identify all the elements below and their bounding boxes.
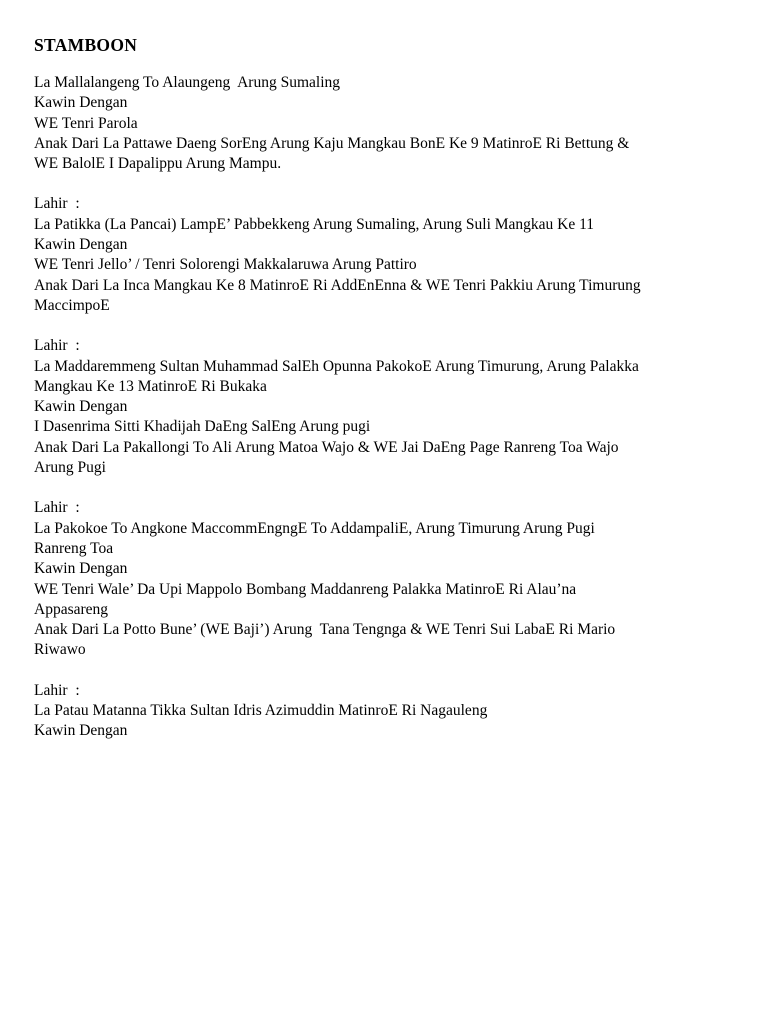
- text-line: Lahir :: [34, 195, 80, 213]
- text-line: Kawin Dengan: [34, 94, 128, 112]
- genealogy-section: [34, 73, 734, 174]
- text-line: La Patikka (La Pancai) LampE’ Pabbekkeng Arung Sumaling, Arung Suli Mangkau Ke 11: [34, 215, 595, 233]
- genealogy-section: [34, 681, 734, 742]
- text-line: I Dasenrima Sitti Khadijah DaEng SalEng Arung pugi: [34, 418, 371, 436]
- text-line: Arung Pugi: [34, 459, 106, 477]
- text-line: Lahir :: [34, 499, 80, 517]
- document-page: [34, 34, 734, 762]
- text-line: La Patau Matanna Tikka Sultan Idris Azimuddin MatinroE Ri Nagauleng: [34, 702, 488, 720]
- text-line: Kawin Dengan: [34, 560, 128, 578]
- text-line: WE Tenri Jello’ / Tenri Solorengi Makkalaruwa Arung Pattiro: [34, 256, 417, 274]
- genealogy-section: [34, 336, 734, 478]
- document-title: STAMBOON: [34, 35, 138, 55]
- text-line: Lahir :: [34, 681, 80, 699]
- text-line: WE Tenri Parola: [34, 114, 138, 132]
- text-line: Riwawo: [34, 641, 86, 659]
- text-line: Kawin Dengan: [34, 722, 128, 740]
- text-line: WE Tenri Wale’ Da Upi Mappolo Bombang Maddanreng Palakka MatinroE Ri Alau’na: [34, 580, 577, 598]
- text-line: Anak Dari La Pakallongi To Ali Arung Matoa Wajo & WE Jai DaEng Page Ranreng Toa Wajo: [34, 438, 619, 456]
- text-line: La Pakokoe To Angkone MaccommEngngE To AddampaliE, Arung Timurung Arung Pugi: [34, 519, 595, 537]
- text-line: Kawin Dengan: [34, 236, 128, 254]
- text-line: Mangkau Ke 13 MatinroE Ri Bukaka: [34, 377, 267, 395]
- genealogy-section: [34, 194, 734, 316]
- text-line: Ranreng Toa: [34, 539, 114, 557]
- text-line: Anak Dari La Inca Mangkau Ke 8 MatinroE Ri AddEnEnna & WE Tenri Pakkiu Arung Timurung: [34, 276, 641, 294]
- text-line: Anak Dari La Potto Bune’ (WE Baji’) Arung Tana Tengnga & WE Tenri Sui LabaE Ri Mario: [34, 621, 616, 639]
- text-line: Appasareng: [34, 600, 109, 618]
- text-line: WE BalolE I Dapalippu Arung Mampu.: [34, 155, 282, 173]
- text-line: Kawin Dengan: [34, 398, 128, 416]
- text-line: Anak Dari La Pattawe Daeng SorEng Arung Kaju Mangkau BonE Ke 9 MatinroE Ri Bettung &: [34, 134, 630, 152]
- text-line: MaccimpoE: [34, 296, 110, 314]
- text-line: Lahir :: [34, 337, 80, 355]
- genealogy-section: [34, 498, 734, 660]
- text-line: La Mallalangeng To Alaungeng Arung Sumaling: [34, 74, 340, 91]
- text-line: La Maddaremmeng Sultan Muhammad SalEh Opunna PakokoE Arung Timurung, Arung Palakka: [34, 357, 639, 375]
